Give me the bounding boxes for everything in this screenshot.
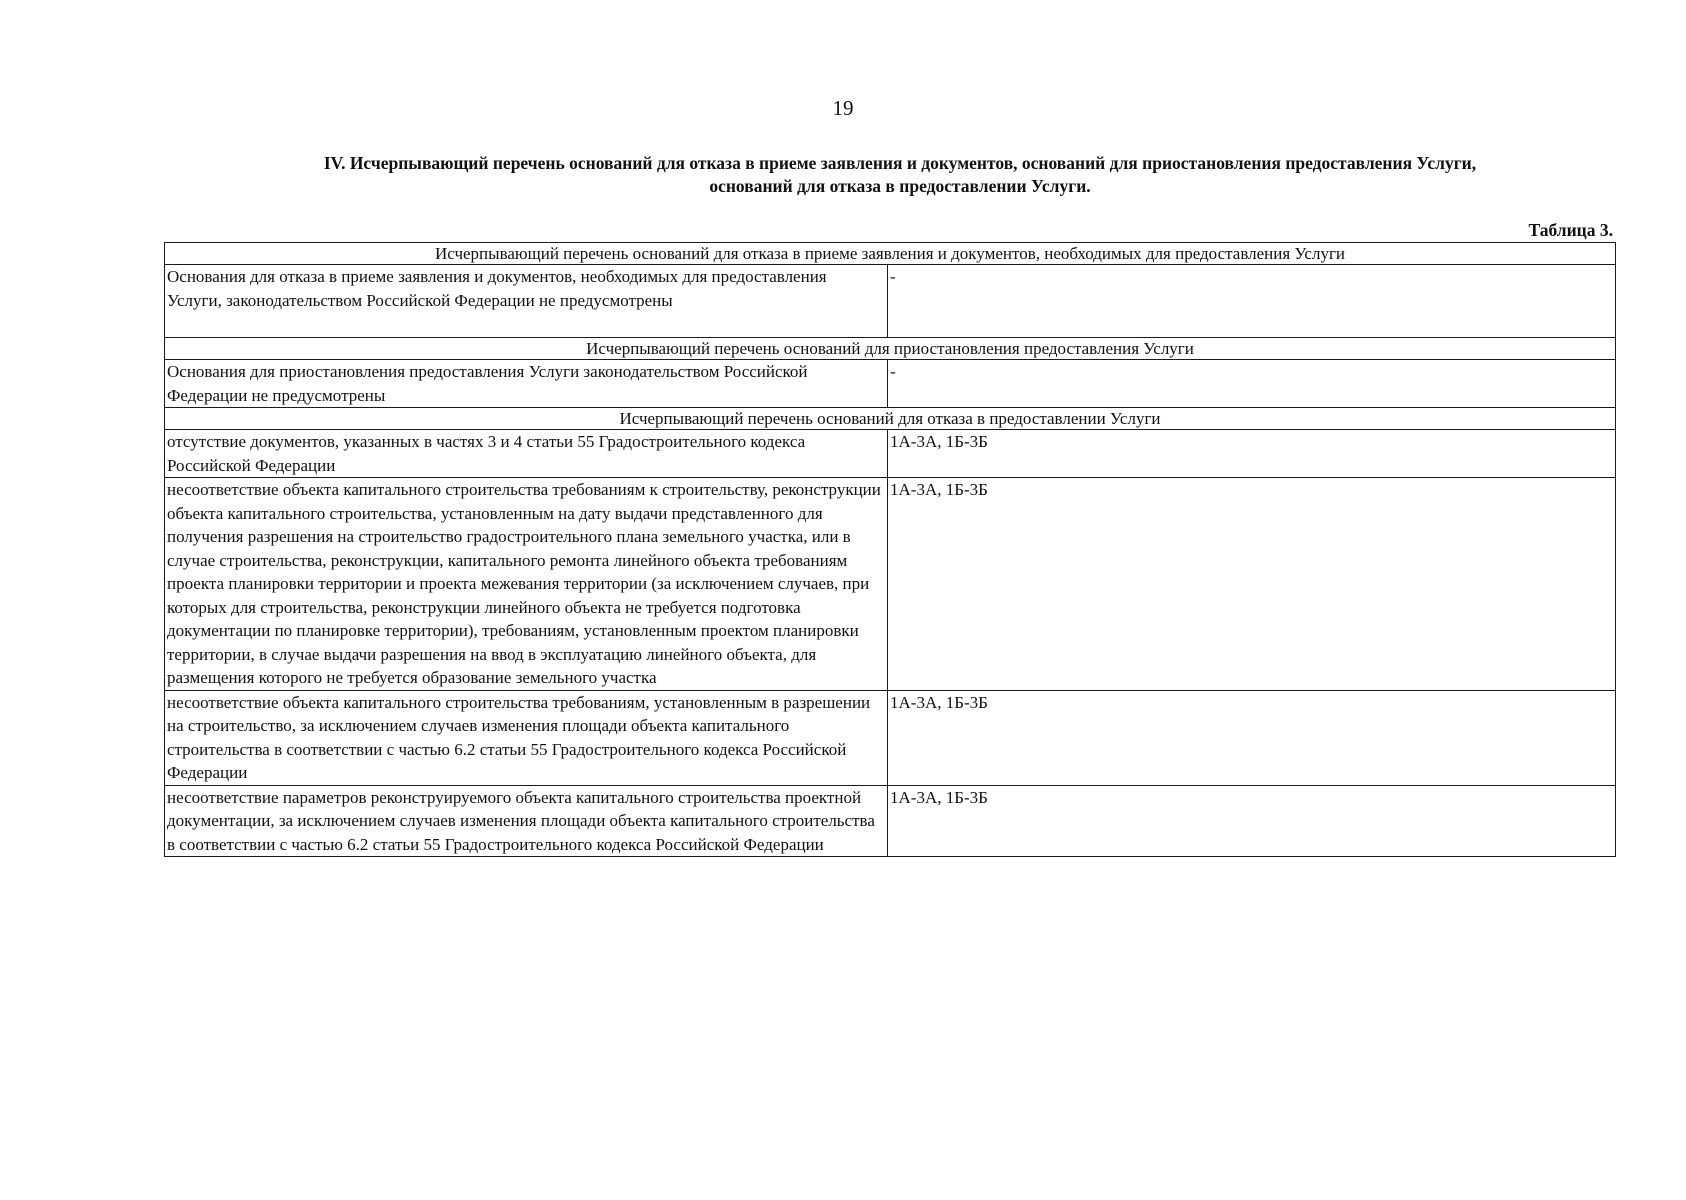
section-heading	[200, 152, 1600, 198]
table-row	[165, 785, 1616, 857]
table-section-row-suspension	[165, 338, 1616, 360]
table-row	[165, 690, 1616, 785]
ground-text: Основания для отказа в приеме заявления и документов, необходимых для предоставления Услуги, законодательством Российской Федерации не предусмотрены	[165, 265, 888, 338]
ground-code: 1А-3А, 1Б-3Б	[888, 785, 1616, 857]
table-row	[165, 478, 1616, 691]
table-row	[165, 265, 1616, 338]
section-title-suspension: Исчерпывающий перечень оснований для приостановления предоставления Услуги	[165, 338, 1616, 360]
ground-text: несоответствие объекта капитального строительства требованиям, установленным в разрешении на строительство, за исключением случаев изменения площади объекта капитального строительства в соответствии с частью 6.2 статьи 55 Градостроительного кодекса Российской Федерации	[165, 690, 888, 785]
table-row	[165, 360, 1616, 408]
ground-code: -	[888, 265, 1616, 338]
ground-code: 1А-3А, 1Б-3Б	[888, 690, 1616, 785]
section-title-reception: Исчерпывающий перечень оснований для отказа в приеме заявления и документов, необходимых для предоставления Услуги	[165, 243, 1616, 265]
section-title-refusal: Исчерпывающий перечень оснований для отказа в предоставлении Услуги	[165, 408, 1616, 430]
page-number: 19	[832, 96, 854, 120]
ground-code: 1А-3А, 1Б-3Б	[888, 478, 1616, 691]
ground-text: Основания для приостановления предоставления Услуги законодательством Российской Федерации не предусмотрены	[165, 360, 888, 408]
ground-code: 1А-3А, 1Б-3Б	[888, 430, 1616, 478]
ground-text: несоответствие объекта капитального строительства требованиям к строительству, реконструкции объекта капитального строительства, установленным на дату выдачи представленного для получения разрешения на строительство градостроительного плана земельного участка, или в случае строительства, реконструкции, капитального ремонта линейного объекта требованиям проекта планировки территории и проекта межевания территории (за исключением случаев, при которых для строительства, реконструкции линейного объекта не требуется подготовка документации по планировке территории), требованиям, установленным проектом планировки территории, в случае выдачи разрешения на ввод в эксплуатацию линейного объекта, для размещения которого не требуется образование земельного участка	[165, 478, 888, 691]
section-heading-line-2: оснований для отказа в предоставлении Услуги.	[709, 176, 1091, 196]
section-heading-line-1: IV. Исчерпывающий перечень оснований для отказа в приеме заявления и документов, оснований для приостановления предоставления Услуги,	[323, 153, 1477, 173]
table-row	[165, 430, 1616, 478]
table-section-row-reception	[165, 243, 1616, 265]
ground-text: отсутствие документов, указанных в частях 3 и 4 статьи 55 Градостроительного кодекса Российской Федерации	[165, 430, 888, 478]
table-caption: Таблица 3.	[1528, 220, 1613, 240]
ground-text: несоответствие параметров реконструируемого объекта капитального строительства проектной документации, за исключением случаев изменения площади объекта капитального строительства в соответствии с частью 6.2 статьи 55 Градостроительного кодекса Российской Федерации	[165, 785, 888, 857]
ground-code: -	[888, 360, 1616, 408]
grounds-table	[164, 242, 1616, 857]
table-section-row-refusal	[165, 408, 1616, 430]
